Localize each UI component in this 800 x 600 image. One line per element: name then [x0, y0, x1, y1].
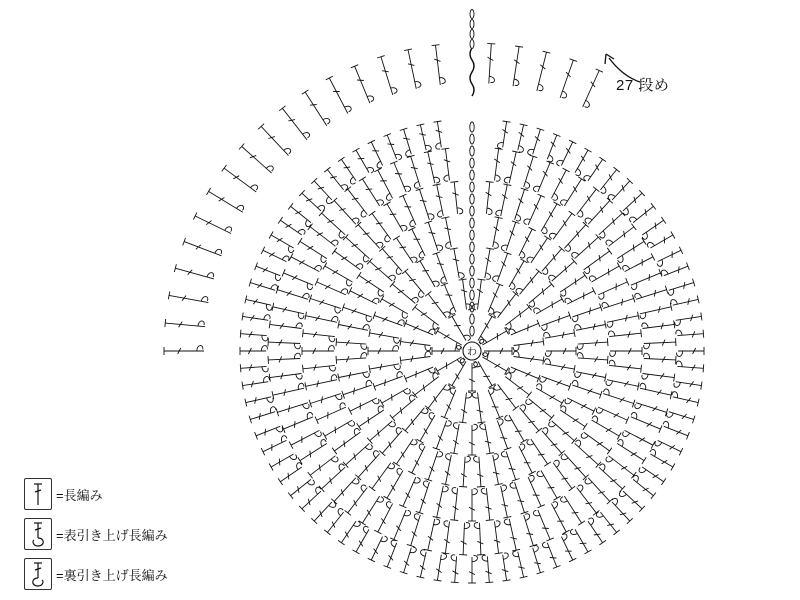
front-post-double-crochet-symbol-icon — [24, 518, 52, 550]
back-post-double-crochet-symbol-icon — [24, 558, 52, 590]
legend-label-back-post: =裏引き上げ長編み — [56, 568, 168, 583]
legend-label-double-crochet: =長編み — [56, 488, 103, 503]
double-crochet-symbol-icon — [24, 478, 52, 510]
chain-column — [470, 10, 474, 337]
legend — [20, 478, 280, 590]
magic-ring-label: わ — [467, 347, 477, 358]
legend-item-back-post — [20, 558, 280, 590]
round-label: 27 段め — [616, 77, 670, 94]
legend-item-double-crochet — [20, 478, 280, 510]
legend-label-front-post: =表引き上げ長編み — [56, 528, 168, 543]
legend-item-front-post — [20, 518, 280, 550]
